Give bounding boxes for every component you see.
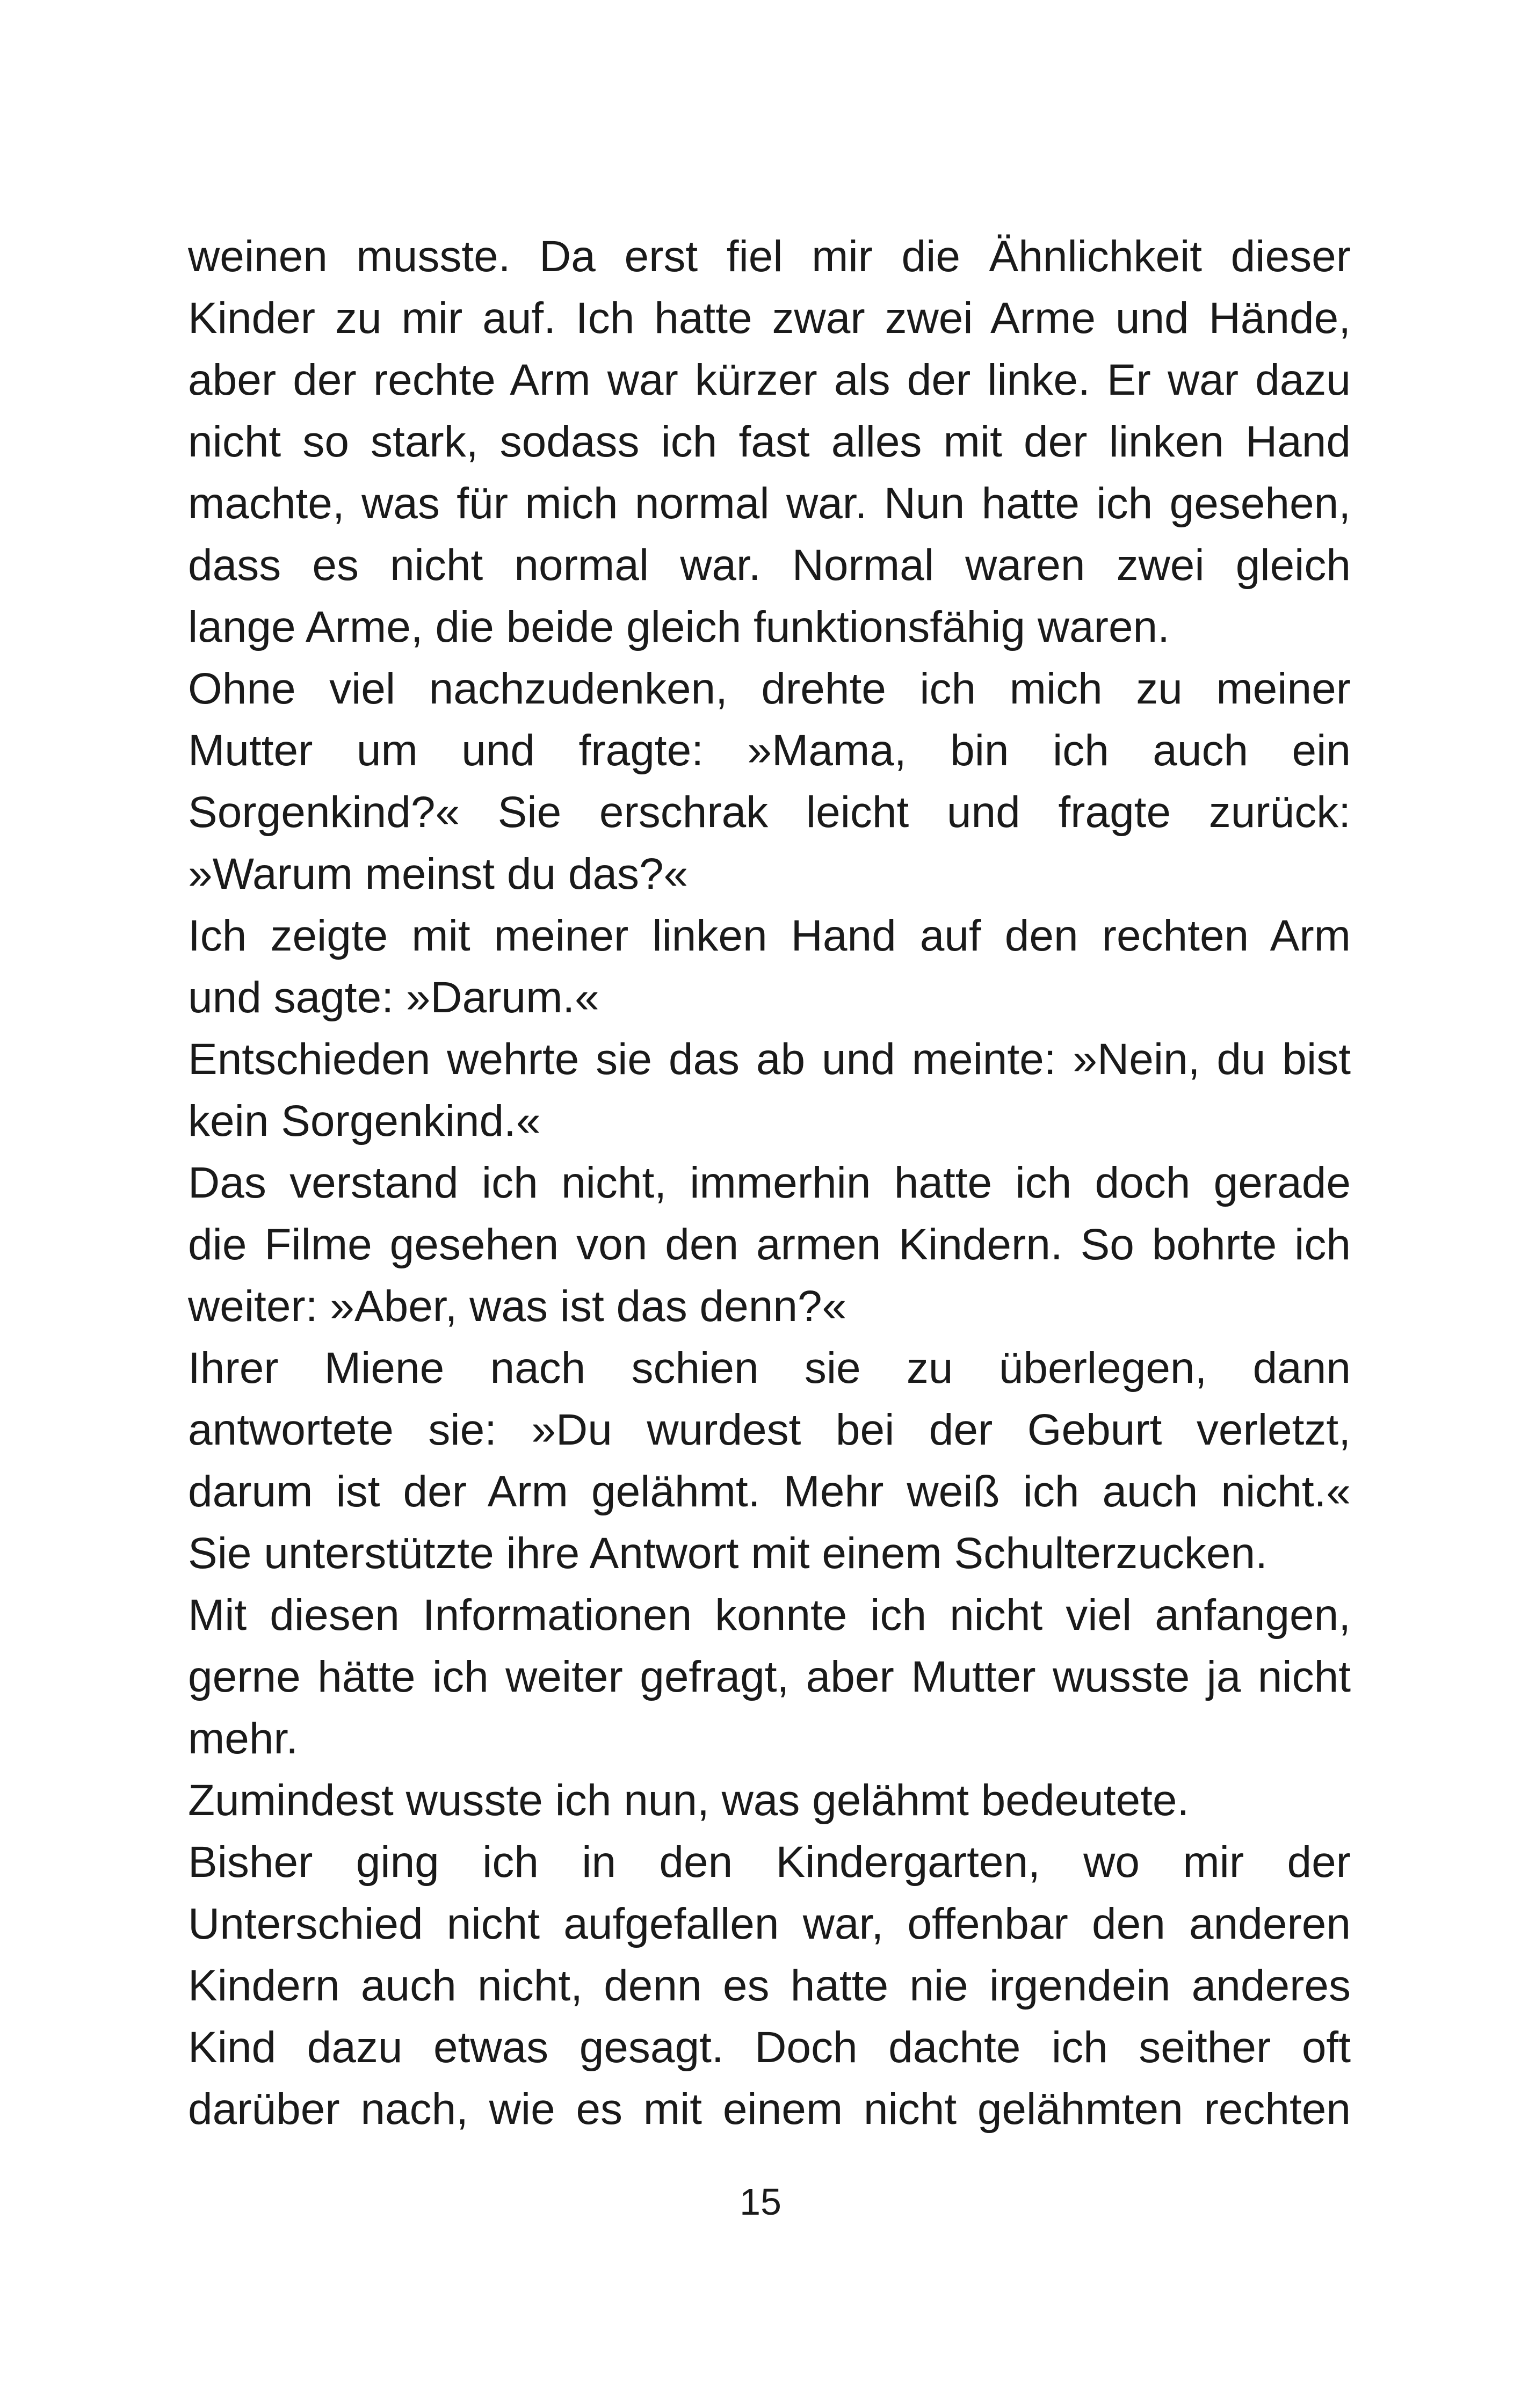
text-line: Bisher ging ich in den Kindergarten, wo mir der: [188, 1838, 1351, 1887]
text-line: die Filme gesehen von den armen Kindern. So bohrte ich: [188, 1220, 1351, 1269]
text-line: Ich zeigte mit meiner linken Hand auf den rechten Arm: [188, 911, 1351, 960]
text-line: gerne hätte ich weiter gefragt, aber Mutter wusste ja nicht: [188, 1652, 1351, 1701]
text-line: mehr.: [188, 1714, 299, 1763]
text-line: »Warum meinst du das?«: [188, 850, 689, 898]
text-line: Unterschied nicht aufgefallen war, offenbar den anderen: [188, 1899, 1351, 1948]
text-line: Ihrer Miene nach schien sie zu überlegen, dann: [188, 1344, 1351, 1392]
text-line: machte, was für mich normal war. Nun hatte ich gesehen,: [188, 479, 1351, 528]
text-line: Sie unterstützte ihre Antwort mit einem Schulterzucken.: [188, 1529, 1268, 1578]
text-line: Kindern auch nicht, denn es hatte nie irgendein anderes: [188, 1961, 1351, 2010]
text-line: Zumindest wusste ich nun, was gelähmt bedeutete.: [188, 1776, 1190, 1825]
text-line: Kinder zu mir auf. Ich hatte zwar zwei Arme und Hände,: [188, 294, 1351, 343]
text-line: lange Arme, die beide gleich funktionsfähig waren.: [188, 603, 1170, 651]
text-line: Das verstand ich nicht, immerhin hatte ich doch gerade: [188, 1158, 1351, 1207]
text-line: Ohne viel nachzudenken, drehte ich mich zu meiner: [188, 664, 1351, 713]
text-line: und sagte: »Darum.«: [188, 973, 599, 1022]
text-line: weiter: »Aber, was ist das denn?«: [188, 1282, 847, 1331]
text-line: weinen musste. Da erst fiel mir die Ähnlichkeit dieser: [188, 232, 1351, 281]
text-line: darum ist der Arm gelähmt. Mehr weiß ich auch nicht.«: [188, 1467, 1351, 1516]
text-line: Kind dazu etwas gesagt. Doch dachte ich seither oft: [188, 2023, 1351, 2072]
text-line: darüber nach, wie es mit einem nicht gelähmten rechten: [188, 2085, 1351, 2134]
text-line: kein Sorgenkind.«: [188, 1097, 541, 1145]
text-line: dass es nicht normal war. Normal waren zwei gleich: [188, 541, 1351, 590]
text-line: Sorgenkind?« Sie erschrak leicht und fragte zurück:: [188, 788, 1351, 837]
text-line: Entschieden wehrte sie das ab und meinte: »Nein, du bist: [188, 1035, 1351, 1084]
text-line: Mit diesen Informationen konnte ich nicht viel anfangen,: [188, 1591, 1351, 1640]
text-line: Mutter um und fragte: »Mama, bin ich auch ein: [188, 726, 1351, 775]
body-text: [188, 226, 1351, 2140]
text-line: antwortete sie: »Du wurdest bei der Geburt verletzt,: [188, 1405, 1351, 1454]
text-line: nicht so stark, sodass ich fast alles mit der linken Hand: [188, 417, 1351, 466]
text-line: aber der rechte Arm war kürzer als der linke. Er war dazu: [188, 356, 1351, 404]
page-number: 15: [740, 2181, 781, 2223]
